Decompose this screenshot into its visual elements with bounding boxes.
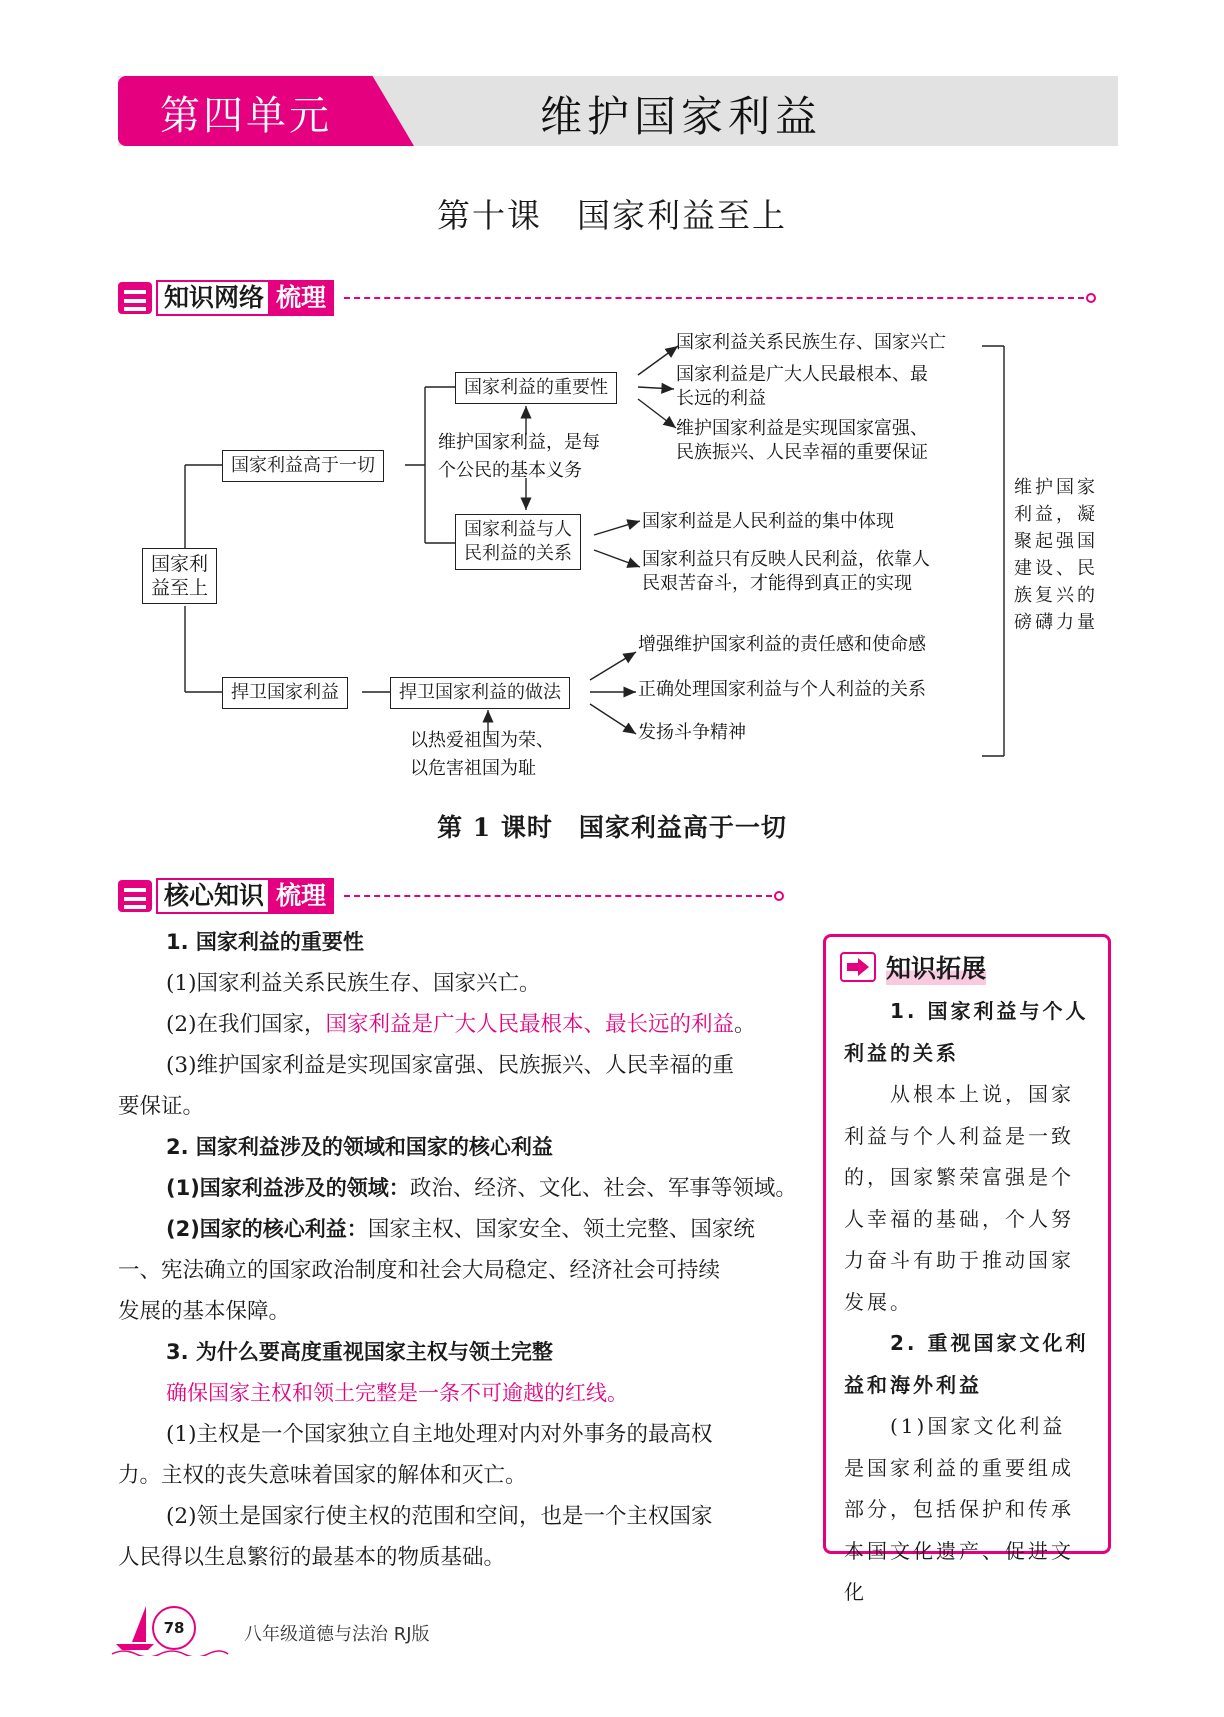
summary-line: 聚起强国	[1014, 531, 1098, 552]
root-line-2: 益至上	[151, 577, 209, 599]
node-branch-1: 国家利益高于一切	[222, 450, 384, 482]
side-text: (1)国家文化利益	[890, 1414, 1066, 1438]
paragraph-5-cont: 一、宪法确立的国家政治制度和社会大局稳定、经济社会可持续	[118, 1258, 721, 1283]
relation-point-2: 国家利益只有反映人民利益，依靠人	[642, 549, 930, 570]
summary-line: 磅礴力量	[1014, 612, 1098, 633]
side-heading-1-cont: 利益的关系	[844, 1040, 959, 1065]
paragraph-2	[166, 1004, 756, 1045]
paragraph-7: (1)主权是一个国家独立自主地处理对内对外事务的最高权	[166, 1422, 713, 1447]
divider-end-dot	[774, 891, 784, 901]
section-tag-label: 知识网络	[156, 280, 268, 316]
duty-note-1: 维护国家利益，是每	[438, 432, 600, 453]
method-point-2: 正确处理国家利益与个人利益的关系	[638, 679, 926, 700]
relation-point-2b: 民艰苦奋斗，才能得到真正的实现	[642, 573, 912, 594]
importance-point-1: 国家利益关系民族生存、国家兴亡	[676, 332, 946, 353]
summary-line: 利益，凝	[1014, 504, 1098, 525]
paragraph-4	[166, 1168, 797, 1209]
relation-line-2: 民利益的关系	[464, 543, 572, 564]
book-stack-icon	[118, 880, 152, 912]
side-text: 部分，包括保护和传承	[844, 1497, 1074, 1521]
paragraph-1: (1)国家利益关系民族生存、国家兴亡。	[166, 971, 541, 996]
side-text: 从根本上说，国家	[890, 1082, 1074, 1106]
paragraph-4-text: 政治、经济、文化、社会、军事等领域。	[409, 1176, 797, 1201]
paragraph-3: (3)维护国家利益是实现国家富强、民族振兴、人民幸福的重	[166, 1053, 734, 1078]
side-heading-2: 2. 重视国家文化利	[890, 1331, 1089, 1355]
node-branch-2: 捍卫国家利益	[222, 677, 348, 709]
dashed-divider	[344, 895, 772, 897]
heading-2: 2. 国家利益涉及的领域和国家的核心利益	[166, 1135, 553, 1159]
root-line-1: 国家利	[151, 553, 209, 575]
side-text: 人幸福的基础，个人努	[844, 1206, 1074, 1231]
paragraph-4-label: (1)国家利益涉及的领域：	[166, 1176, 410, 1200]
node-method: 捍卫国家利益的做法	[390, 677, 570, 709]
paragraph-8-cont: 人民得以生息繁衍的最基本的物质基础。	[118, 1545, 506, 1570]
side-box-header	[840, 949, 986, 985]
heading-3: 3. 为什么要高度重视国家主权与领土完整	[166, 1340, 553, 1364]
side-text: 本国文化遗产、促进文化	[844, 1538, 1074, 1604]
paragraph-7-cont: 力。主权的丧失意味着国家的解体和灭亡。	[118, 1463, 527, 1488]
honor-note-1: 以热爱祖国为荣、	[410, 730, 554, 751]
paragraph-5-label: (2)国家的核心利益：	[166, 1217, 368, 1241]
paragraph-2-highlight: 国家利益是广大人民最根本、最长远的利益	[325, 1012, 734, 1037]
knowledge-extension-box	[823, 934, 1111, 1604]
summary-note	[1014, 474, 1098, 636]
importance-point-2b: 长远的利益	[676, 388, 766, 409]
paragraph-5	[166, 1209, 755, 1250]
unit-title: 维护国家利益	[540, 92, 823, 141]
side-text: 的，国家繁荣富强是个	[844, 1165, 1074, 1189]
period-title: 第 1 课时 国家利益高于一切	[437, 813, 787, 842]
node-relation	[455, 514, 581, 570]
section-tag-label: 核心知识	[156, 878, 268, 914]
method-point-3: 发扬斗争精神	[638, 722, 746, 743]
side-box-body	[844, 991, 1094, 1614]
paragraph-5-end: 发展的基本保障。	[118, 1299, 291, 1324]
method-point-1: 增强维护国家利益的责任感和使命感	[638, 634, 926, 655]
importance-point-3: 维护国家利益是实现国家富强、	[676, 418, 928, 439]
footer-book-title: 八年级道德与法治 RJ版	[244, 1624, 430, 1645]
heading-1: 1. 国家利益的重要性	[166, 930, 364, 954]
side-heading-1: 1. 国家利益与个人	[890, 999, 1089, 1023]
paragraph-8: (2)领土是国家行使主权的范围和空间，也是一个主权国家	[166, 1504, 713, 1529]
section-core-knowledge	[118, 878, 784, 914]
relation-line-1: 国家利益与人	[464, 519, 572, 540]
node-importance: 国家利益的重要性	[455, 372, 617, 404]
paragraph-3-cont: 要保证。	[118, 1094, 205, 1119]
side-heading-2-cont: 益和海外利益	[844, 1372, 982, 1397]
section-tag-highlight: 梳理	[268, 878, 334, 914]
page-number: 78	[152, 1606, 196, 1650]
section-tag-highlight: 梳理	[268, 280, 334, 316]
side-box-title: 知识拓展	[886, 949, 986, 985]
arrow-right-icon	[840, 952, 876, 982]
summary-line: 维护国家	[1014, 477, 1098, 498]
paragraph-2-text: (2)在我们国家，	[166, 1012, 326, 1037]
mind-map-root	[142, 548, 217, 604]
side-text: 是国家利益的重要组成	[844, 1455, 1074, 1480]
honor-note-2: 以危害祖国为耻	[410, 758, 536, 779]
side-text: 力奋斗有助于推动国家	[844, 1248, 1074, 1272]
highlight-statement: 确保国家主权和领土完整是一条不可逾越的红线。	[166, 1381, 628, 1405]
relation-point-1: 国家利益是人民利益的集中体现	[642, 511, 894, 532]
importance-point-2: 国家利益是广大人民最根本、最	[676, 364, 928, 385]
duty-note-2: 个公民的基本义务	[438, 460, 582, 481]
lesson-title: 第十课 国家利益至上	[437, 196, 787, 235]
side-text: 发展。	[844, 1289, 913, 1314]
summary-line: 建设、民	[1014, 558, 1098, 579]
importance-point-3b: 民族振兴、人民幸福的重要保证	[676, 442, 928, 463]
side-text: 利益与个人利益是一致	[844, 1123, 1074, 1148]
paragraph-2-end: 。	[733, 1012, 756, 1037]
summary-line: 族复兴的	[1014, 585, 1098, 606]
paragraph-5-text: 国家主权、国家安全、领土完整、国家统	[367, 1217, 755, 1242]
unit-label: 第四单元	[160, 93, 332, 139]
